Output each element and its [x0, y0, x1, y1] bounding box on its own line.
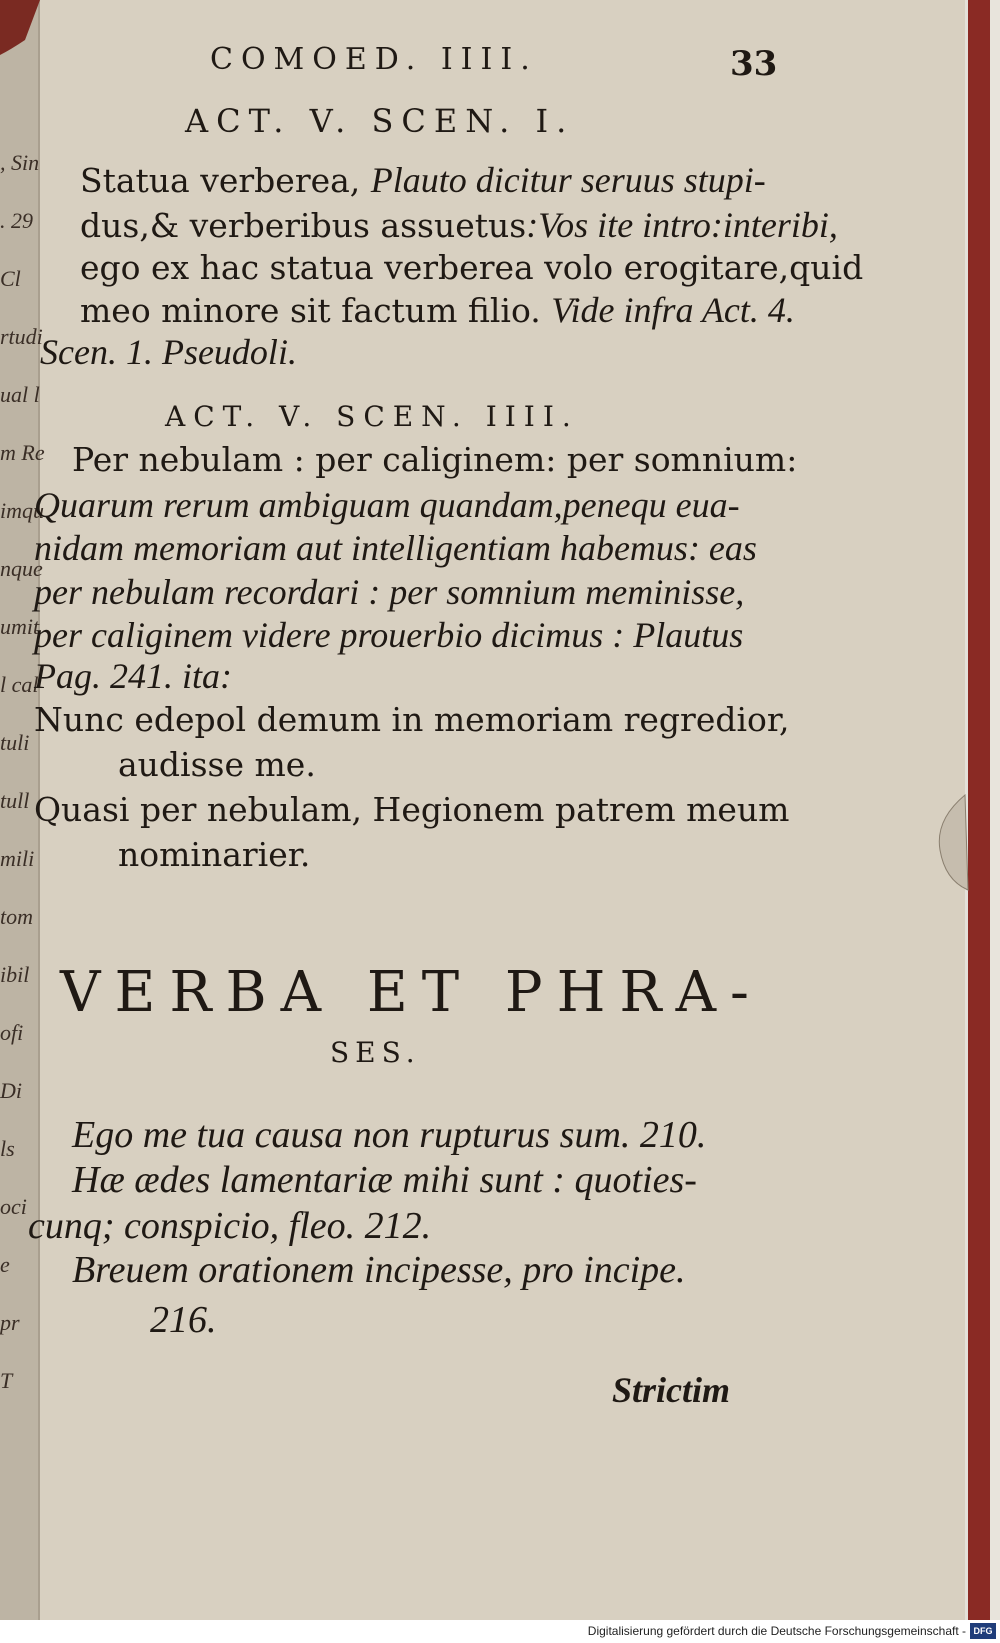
italic-text: :Vos ite intro:interibi,	[526, 205, 838, 245]
roman-text: dus,& verberibus assuetus	[80, 206, 527, 245]
verse-line: Quasi per nebulam, Hegionem patrem meum	[34, 790, 790, 829]
text-line	[34, 615, 743, 656]
text-line	[80, 248, 863, 288]
text-line	[80, 290, 795, 331]
italic-text: Pag. 241. ita:	[34, 656, 232, 696]
margin-fragment: pr	[0, 1310, 20, 1335]
margin-fragment: mili	[0, 846, 35, 871]
roman-text: ego ex hac statua verberea volo erogitare,quid	[80, 248, 864, 287]
text-line	[80, 205, 838, 246]
page-number: 33	[730, 44, 778, 84]
text-line	[34, 572, 744, 613]
margin-fragment: imqu	[0, 498, 44, 523]
margin-fragment: Cl	[0, 266, 21, 291]
footer-credit: Digitalisierung gefördert durch die Deutsche Forschungsgemeinschaft -	[587, 1624, 966, 1638]
act-scene-heading-2: ACT. V. SCEN. IIII.	[165, 400, 579, 433]
text-line	[34, 485, 740, 526]
running-title: COMOED. IIII.	[210, 42, 538, 77]
verse-line: Nunc edepol demum in memoriam regredior,	[34, 700, 790, 739]
margin-fragment: oci	[0, 1194, 27, 1219]
verse-line: audisse me.	[118, 745, 316, 784]
margin-fragment: T	[0, 1368, 13, 1393]
roman-text: Per nebulam : per caliginem: per somnium:	[72, 440, 798, 479]
italic-text: Quarum rerum ambiguam quandam,penequ eua-	[34, 485, 740, 525]
phrase-line: Hæ ædes lamentariæ mihi sunt : quoties-	[72, 1159, 697, 1201]
italic-text: per caliginem videre prouerbio dicimus : Plautus	[34, 615, 744, 655]
roman-text: meo minore sit factum filio.	[80, 291, 552, 330]
phrase-line: Ego me tua causa non rupturus sum. 210.	[72, 1114, 707, 1156]
italic-text: Plauto dicitur seruus stupi-	[370, 160, 766, 200]
margin-fragment: ual l	[0, 382, 40, 407]
margin-fragment: Di	[0, 1078, 22, 1103]
italic-text: per nebulam recordari : per somnium meminisse,	[34, 572, 745, 612]
margin-fragment: , Sin	[0, 150, 40, 175]
phrase-line: cunq; conspicio, fleo. 212.	[28, 1205, 432, 1247]
verse-line: nominarier.	[118, 835, 311, 874]
text-line	[80, 160, 766, 201]
text-line	[34, 528, 757, 569]
margin-fragment: tom	[0, 904, 33, 929]
margin-fragment: ibil	[0, 962, 30, 987]
margin-fragment: ls	[0, 1136, 15, 1161]
margin-fragment: rtudi	[0, 324, 43, 349]
margin-fragment: tuli	[0, 730, 30, 755]
section-heading-verba-et-phrases: VERBA ET PHRA-	[60, 960, 763, 1025]
act-scene-heading-1: ACT. V. SCEN. I.	[185, 102, 575, 140]
italic-text: Vide infra Act. 4.	[551, 290, 795, 330]
footer-bar	[0, 1620, 1000, 1643]
text-line	[34, 656, 232, 697]
text-line	[40, 332, 297, 373]
margin-fragment: tull	[0, 788, 30, 813]
italic-text: Scen. 1. Pseudoli.	[40, 332, 297, 372]
margin-fragment: l cal	[0, 672, 39, 697]
margin-fragment: umit	[0, 614, 40, 639]
text-line	[72, 440, 797, 480]
margin-fragment: m Re	[0, 440, 45, 465]
catchword: Strictim	[612, 1370, 731, 1410]
italic-text: nidam memoriam aut intelligentiam habemus: eas	[34, 528, 757, 568]
section-heading-continuation: SES.	[330, 1036, 421, 1069]
phrase-line: 216.	[150, 1299, 217, 1341]
phrase-line: Breuem orationem incipesse, pro incipe.	[72, 1249, 686, 1291]
margin-fragment: ofi	[0, 1020, 24, 1045]
margin-fragment: nque	[0, 556, 43, 581]
margin-fragment: e	[0, 1252, 10, 1277]
margin-fragment: . 29	[0, 208, 33, 233]
roman-text: Statua verberea,	[80, 161, 371, 200]
dfg-logo: DFG	[970, 1623, 996, 1639]
